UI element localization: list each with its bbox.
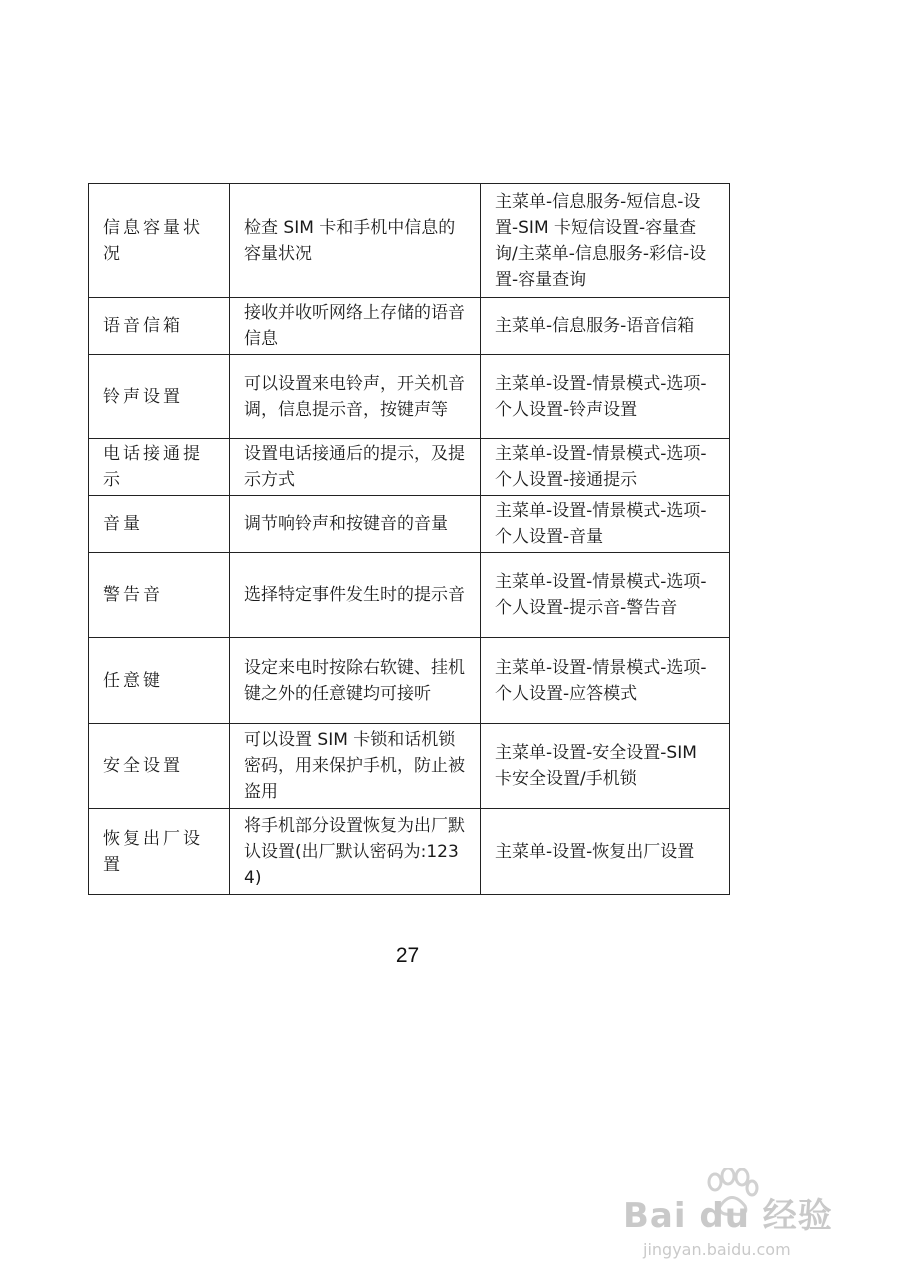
feature-name: 铃声设置 — [89, 355, 230, 439]
menu-path: 主菜单-设置-安全设置-SIM 卡安全设置/手机锁 — [481, 724, 730, 809]
feature-description: 设定来电时按除右软键、挂机键之外的任意键均可接听 — [230, 638, 481, 724]
baidu-jingyan-watermark — [623, 1168, 863, 1263]
menu-path: 主菜单-设置-情景模式-选项-个人设置-提示音-警告音 — [481, 553, 730, 638]
feature-description: 将手机部分设置恢复为出厂默认设置(出厂默认密码为:1234) — [230, 809, 481, 895]
table-row — [89, 298, 730, 355]
feature-description: 选择特定事件发生时的提示音 — [230, 553, 481, 638]
feature-name: 警告音 — [89, 553, 230, 638]
feature-description: 可以设置来电铃声，开关机音调，信息提示音，按键声等 — [230, 355, 481, 439]
feature-name: 信息容量状况 — [89, 184, 230, 298]
feature-description: 接收并收听网络上存储的语音信息 — [230, 298, 481, 355]
table-row — [89, 496, 730, 553]
feature-description: 可以设置 SIM 卡锁和话机锁密码，用来保护手机，防止被盗用 — [230, 724, 481, 809]
page-number: 27 — [395, 944, 420, 967]
menu-path: 主菜单-设置-情景模式-选项-个人设置-音量 — [481, 496, 730, 553]
menu-path: 主菜单-信息服务-短信息-设置-SIM 卡短信设置-容量查询/主菜单-信息服务-彩信-设置-容量查询 — [481, 184, 730, 298]
feature-name: 安全设置 — [89, 724, 230, 809]
table-row — [89, 355, 730, 439]
table-row — [89, 439, 730, 496]
table-row — [89, 553, 730, 638]
feature-name: 任意键 — [89, 638, 230, 724]
table-row — [89, 809, 730, 895]
menu-path: 主菜单-信息服务-语音信箱 — [481, 298, 730, 355]
watermark-brand: Bai du 经验 — [623, 1196, 833, 1236]
feature-name: 电话接通提示 — [89, 439, 230, 496]
feature-table — [88, 183, 730, 895]
table-row — [89, 184, 730, 298]
table-row — [89, 638, 730, 724]
feature-description: 调节响铃声和按键音的音量 — [230, 496, 481, 553]
menu-path: 主菜单-设置-情景模式-选项-个人设置-应答模式 — [481, 638, 730, 724]
feature-description: 设置电话接通后的提示，及提示方式 — [230, 439, 481, 496]
feature-name: 语音信箱 — [89, 298, 230, 355]
feature-name: 音量 — [89, 496, 230, 553]
watermark-url: jingyan.baidu.com — [643, 1240, 791, 1259]
feature-description: 检查 SIM 卡和手机中信息的容量状况 — [230, 184, 481, 298]
feature-name: 恢复出厂设置 — [89, 809, 230, 895]
menu-path: 主菜单-设置-情景模式-选项-个人设置-铃声设置 — [481, 355, 730, 439]
menu-path: 主菜单-设置-情景模式-选项-个人设置-接通提示 — [481, 439, 730, 496]
table-row — [89, 724, 730, 809]
menu-path: 主菜单-设置-恢复出厂设置 — [481, 809, 730, 895]
